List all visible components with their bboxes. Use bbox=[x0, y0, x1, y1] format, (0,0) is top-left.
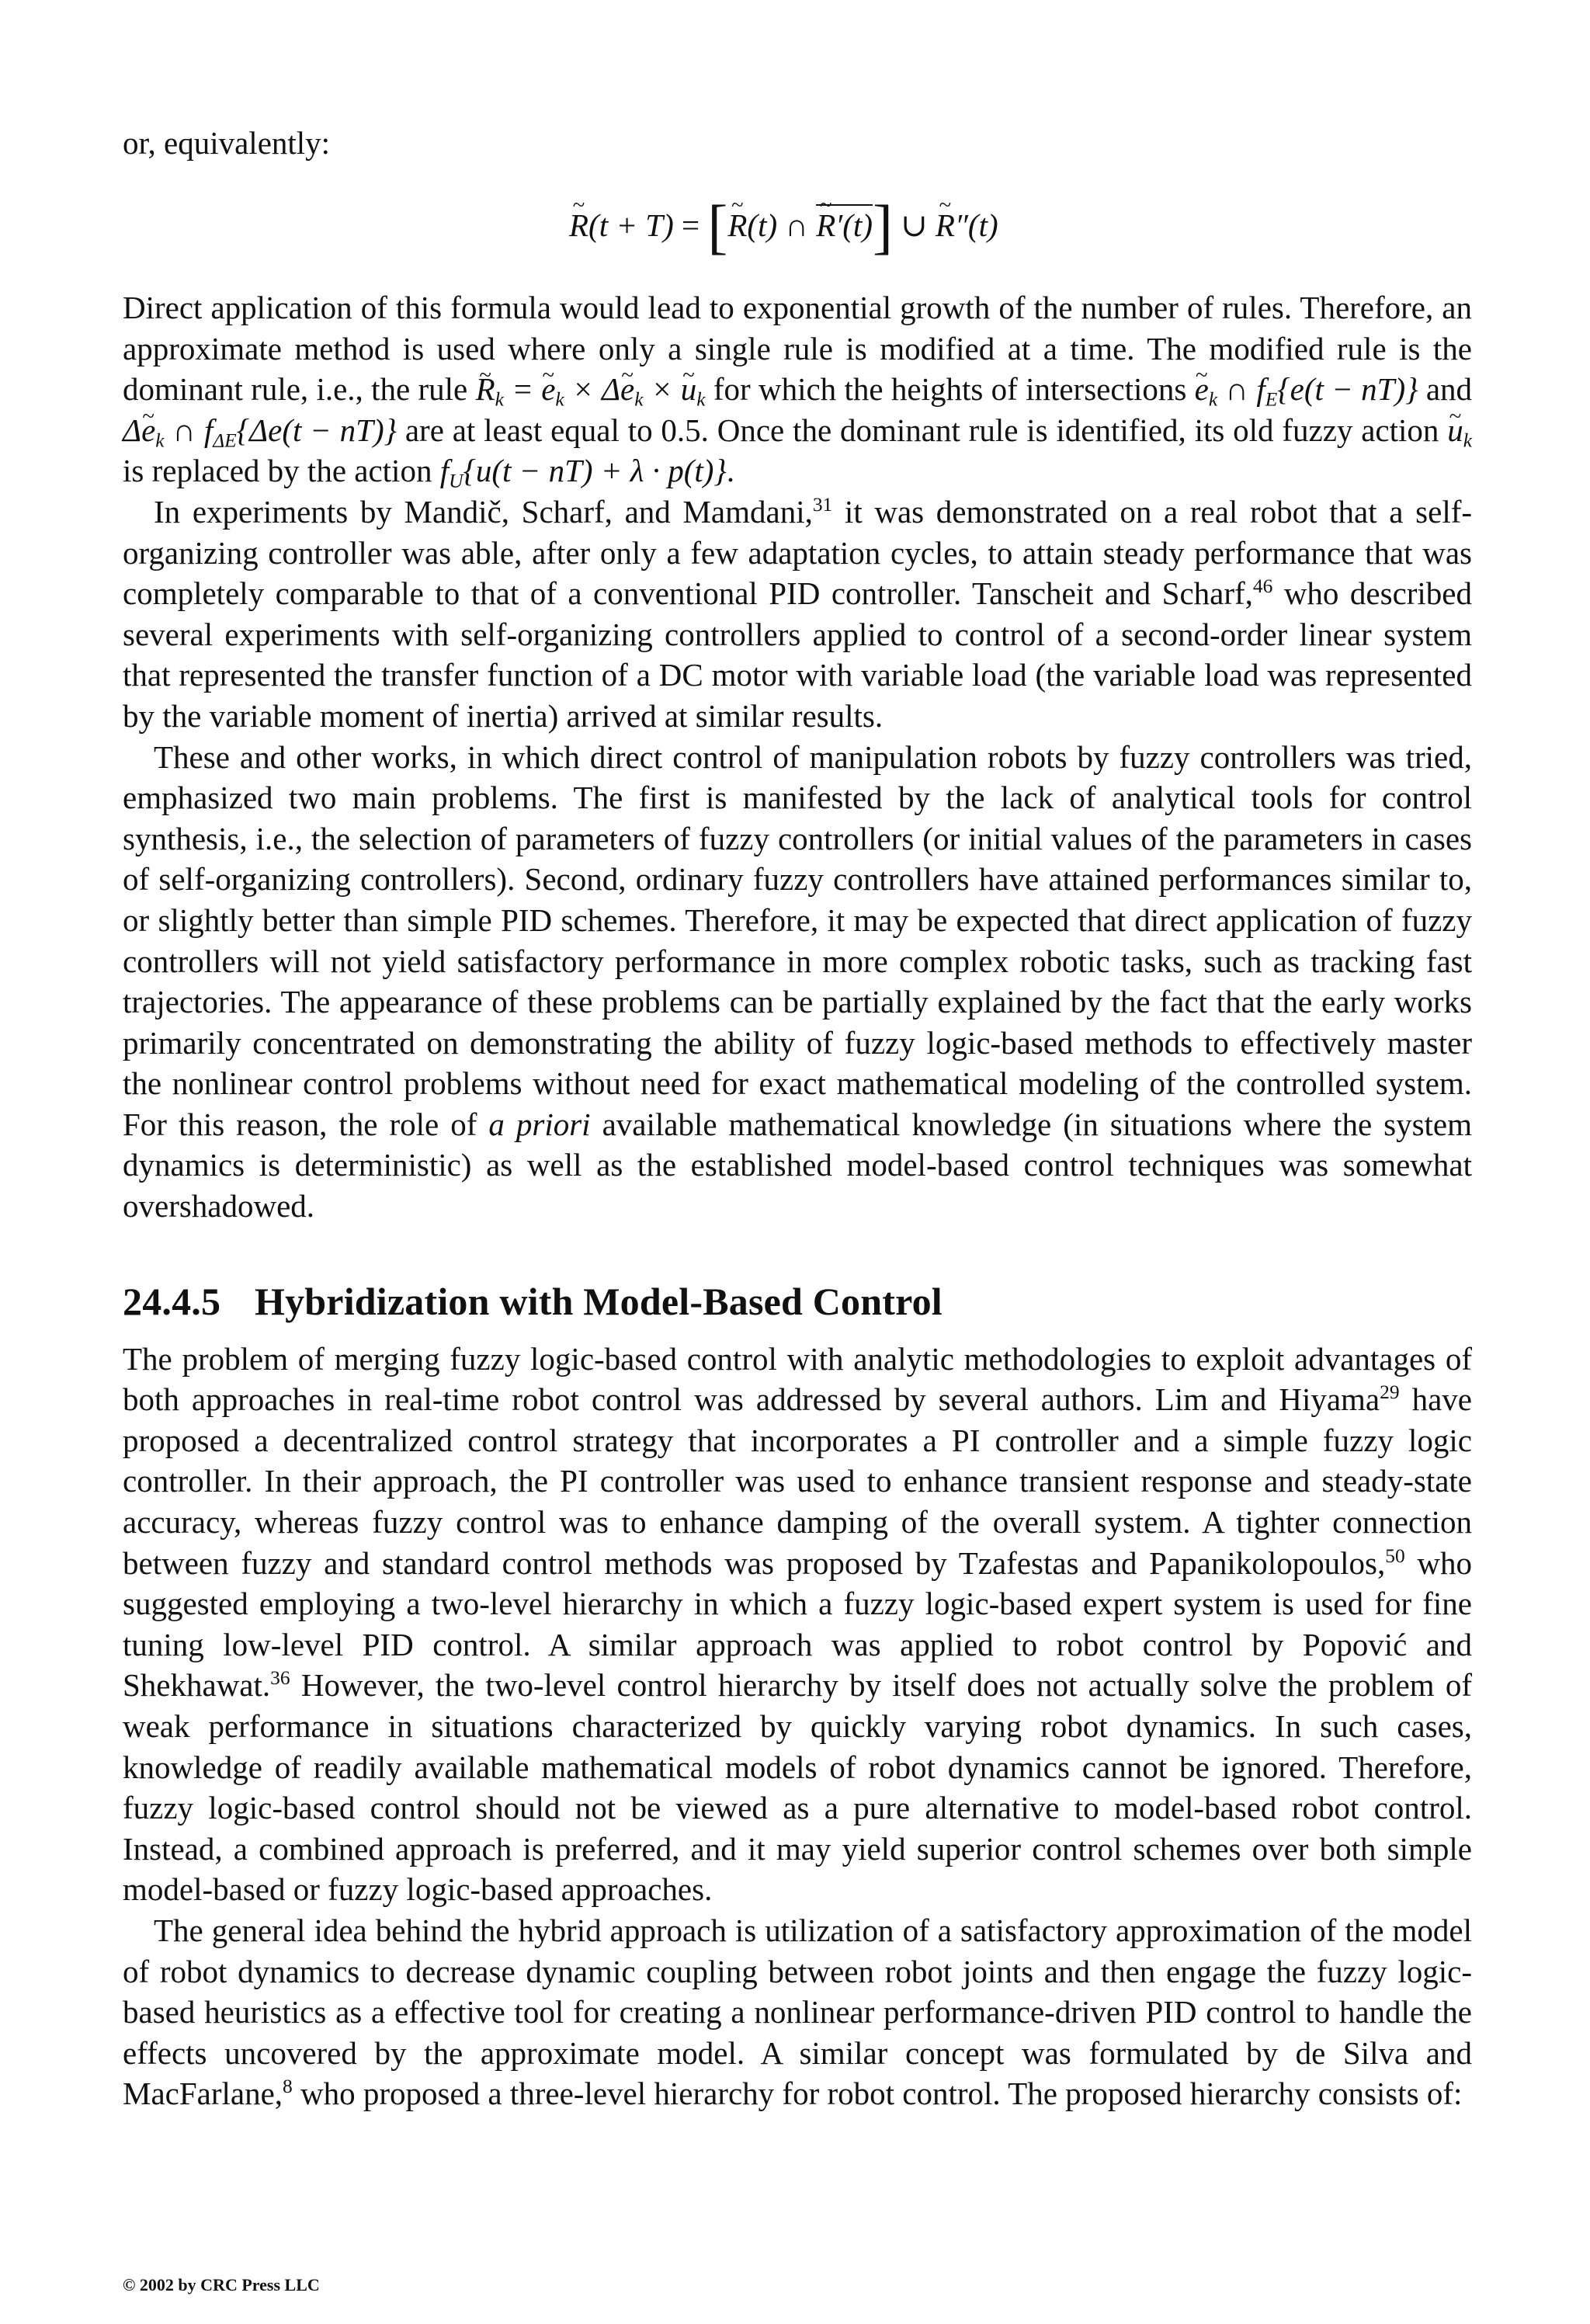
page-content bbox=[123, 123, 1472, 2114]
citation-8: 8 bbox=[283, 2076, 293, 2098]
paragraph-experiments: In experiments by Mandič, Scharf, and Mamdani,$^{31}$ it was demonstrated on a real robot that a self-organizing controller was able, after only a few adaptation cycles, to attain steady performance that was completely comparable to that of a conventional PID controller. Tanscheit and Scharf,$^{46}$ who described several experiments with self-organizing controllers applied to control of a second-order linear system that represented the transfer function of a DC motor with variable load (the variable load was represented by the variable moment of inertia) arrived at similar results. bbox=[123, 493, 1473, 734]
citation-46: 46 bbox=[1252, 575, 1273, 597]
para1-sentence1: Direct application of this formula would lead to exponential growth of the number of rules. Therefore, an approximate method is used where only a single rule is modified at a time. The modified rule is the dominant rule, i.e., the rule bbox=[123, 290, 1472, 408]
old-action-symbol: ~ $u_k$ bbox=[1447, 412, 1472, 448]
paragraph-merging: The problem of merging fuzzy logic-based control with analytic methodologies to exploit advantages of both approaches in real-time robot control was addressed by several authors. Lim and Hiyama$^{29}$ have proposed a decentralized control strategy that incorporates a PI controller and a simple fuzzy logic controller. In their approach, the PI controller was used to enhance transient response and steady-state accuracy, whereas fuzzy control was to enhance damping of the overall system. A tighter connection between fuzzy and standard control methods was proposed by Tzafestas and Papanikolopoulos,$^{50}$ who suggested employing a two-level hierarchy in which a fuzzy logic-based expert system is used for fine tuning low-level PID control. A similar approach was applied to robot control by Popović and Shekhawat.$^{36}$ However, the two-level control hierarchy by itself does not actually solve the problem of weak performance in situations characterized by quickly varying robot dynamics. In such cases, knowledge of readily available mathematical models of robot dynamics cannot be ignored. Therefore, fuzzy logic-based control should not be viewed as a pure alternative to model-based robot control. Instead, a combined approach is preferred, and it may yield superior control schemes over both simple model-based or fuzzy logic-based approaches. bbox=[123, 1340, 1473, 1908]
copyright-footer: © 2002 by CRC Press LLC bbox=[123, 2275, 320, 2294]
paragraph-hybrid-idea: The general idea behind the hybrid approach is utilization of a satisfactory approximation of the model of robot dynamics to decrease dynamic coupling between robot joints and then engage the fuzzy logic-based heuristics as a effective tool for creating a nonlinear performance-driven PID control to handle the effects uncovered by the approximate model. A similar concept was formulated by de Silva and MacFarlane,$^8$ who proposed a three-level hierarchy for robot control. The proposed hierarchy consists of: bbox=[123, 1912, 1472, 2112]
intersection-formula-delta: Δ~ $e_k$ ∩ $f_{\Delta E}\{\Delta e(t - nT)\}$ bbox=[123, 412, 397, 448]
para1-sentence3: are at least equal to 0.5. Once the dominant rule is identified, its old fuzzy action bbox=[404, 412, 1439, 448]
italic-a-priori: a priori bbox=[488, 1106, 591, 1142]
intersection-formula: ~ $e_k$ ∩ $f_E\{e(t - nT)\}$ bbox=[1195, 371, 1418, 407]
para1-sentence4: is replaced by the action bbox=[123, 453, 432, 489]
lead-text: or, equivalently: bbox=[123, 125, 331, 161]
citation-36: 36 bbox=[270, 1667, 290, 1690]
citation-50: 50 bbox=[1385, 1544, 1405, 1567]
equation-body: ~ R(t + T) = [~ R(t) ∩ ~ R′(t)] ∪ ~ R″(t) bbox=[569, 207, 998, 244]
rule-formula: ~ $R_k$ = ~ $e_k$ × Δ~ $e_k$ × ~ $u_k$ bbox=[476, 371, 706, 407]
paragraph-direct-application: Direct application of this formula would lead to exponential growth of the number of rules. Therefore, an approximate method is used where only a single rule is modified at a time. The modified rule is the dominant rule, i.e., the rule ~ $R_k$ = ~ $e_k$ × Δ~ $e_k$ × ~ $u_k$ for which the heights of intersections ~ $e_k$ ∩ $f_E\{e(t - nT)\}$ and Δ~ $e_k$ ∩ $f_{\Delta E}\{\Delta e(t - nT)\}$ are at least equal to 0.5. Once the dominant rule is identified, its old fuzzy action ~ $u_k$ is replaced by the action $f_U\{u(t - nT) + \lambda \cdot p(t)\}$. bbox=[123, 287, 1472, 492]
paragraph-problems: These and other works, in which direct control of manipulation robots by fuzzy controllers was tried, emphasized two main problems. The first is manifested by the lack of analytical tools for control synthesis, i.e., the selection of parameters of fuzzy controllers (or initial values of the parameters in cases of self-organizing controllers). Second, ordinary fuzzy controllers have attained performances similar to, or slightly better than simple PID schemes. Therefore, it may be expected that direct application of fuzzy controllers will not yield satisfactory performance in more complex robotic tasks, such as tracking fast trajectories. The appearance of these problems can be partially explained by the fact that the early works primarily concentrated on demonstrating the ability of fuzzy logic-based methods to effectively master the nonlinear control problems without need for exact mathematical modeling of the controlled system. For this reason, the role of a priori available mathematical knowledge (in situations where the system dynamics is deterministic) as well as the established model-based control techniques was somewhat overshadowed. bbox=[123, 738, 1473, 1225]
section-heading bbox=[123, 1278, 1472, 1325]
equation-rule-update bbox=[123, 163, 1472, 287]
citation-29: 29 bbox=[1380, 1381, 1400, 1403]
new-action-formula: $f_U\{u(t - nT) + \lambda \cdot p(t)\}$ bbox=[439, 453, 727, 492]
para1-sentence2: for which the heights of intersections bbox=[713, 371, 1187, 408]
section-number: 24.4.5 bbox=[123, 1279, 221, 1323]
citation-31: 31 bbox=[812, 493, 833, 516]
section-title: Hybridization with Model-Based Control bbox=[255, 1279, 943, 1323]
